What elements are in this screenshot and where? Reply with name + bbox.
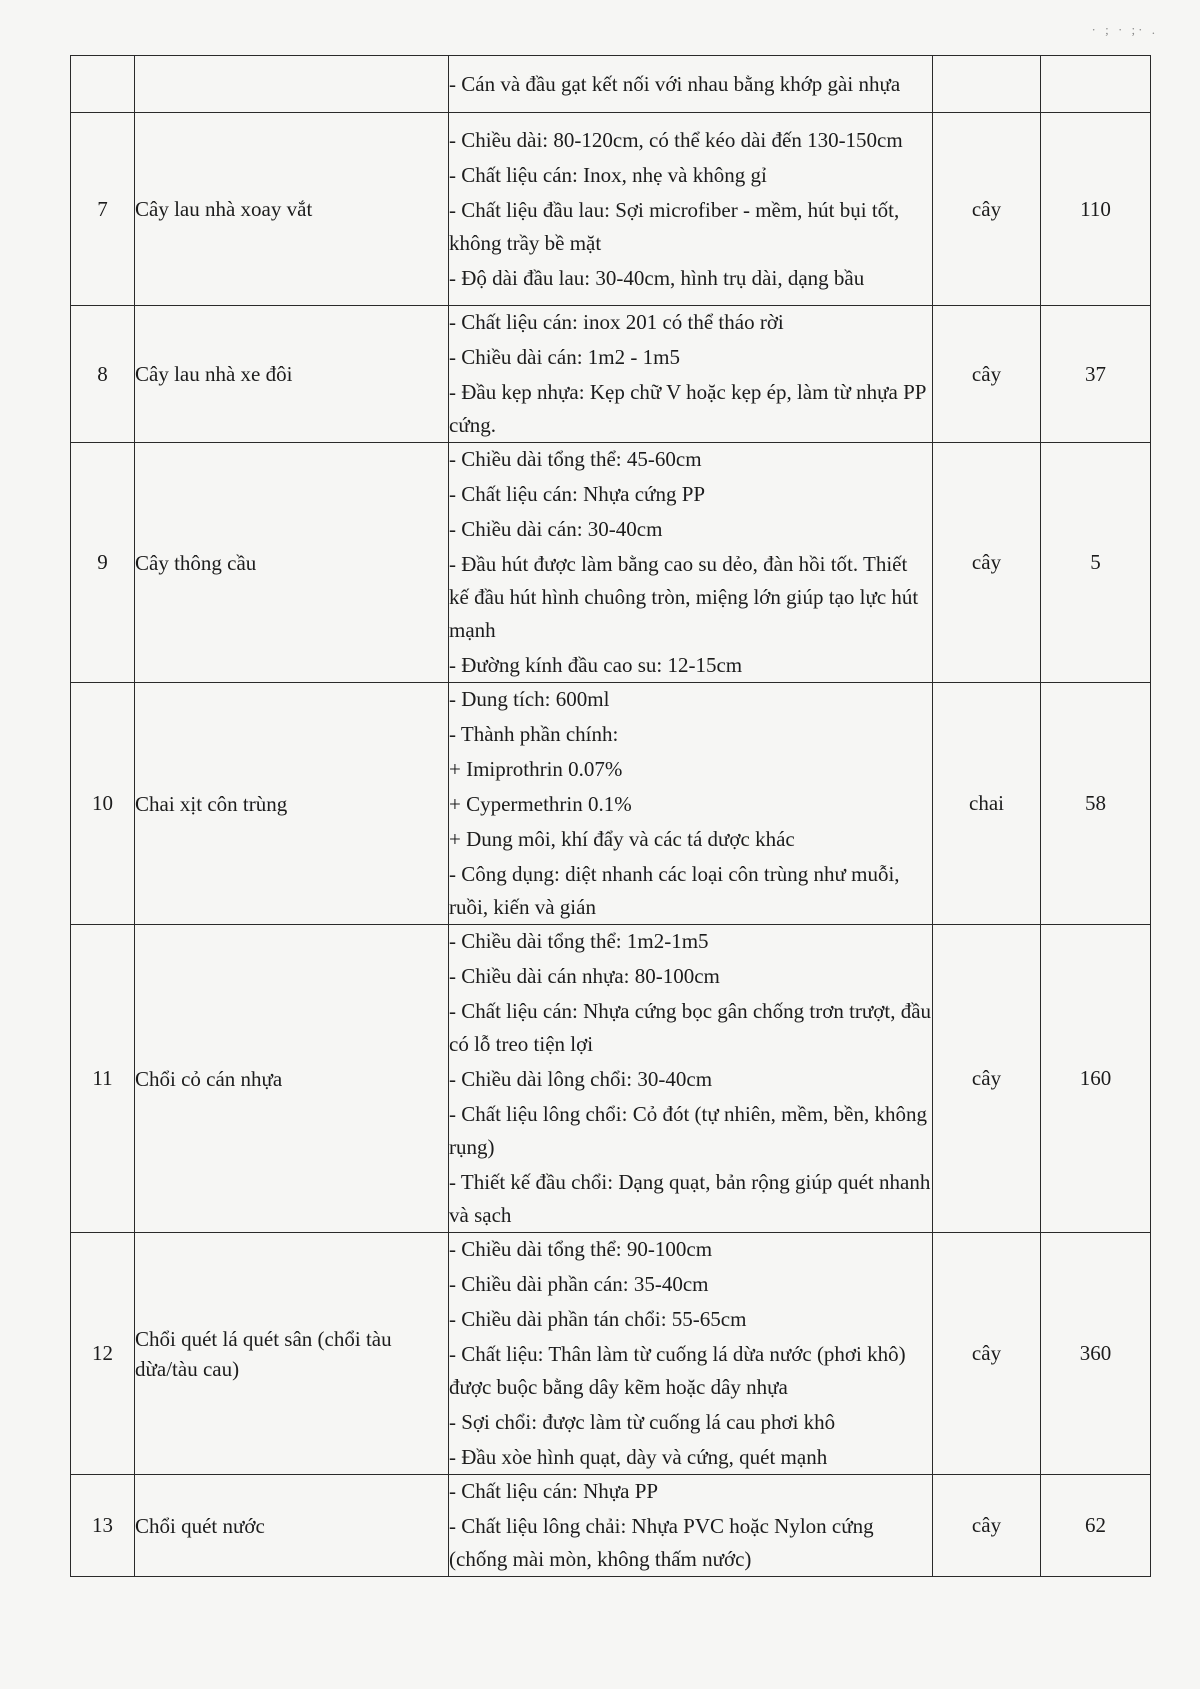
item-specifications — [449, 306, 933, 443]
item-unit: chai — [933, 683, 1041, 925]
spec-line: - Chiều dài tổng thể: 1m2-1m5 — [449, 929, 709, 953]
spec-line: - Cán và đầu gạt kết nối với nhau bằng khớp gài nhựa — [449, 71, 901, 96]
spec-line: - Chất liệu đầu lau: Sợi microfiber - mềm, hút bụi tốt, không trầy bề mặt — [449, 197, 900, 255]
item-specifications — [449, 925, 933, 1233]
spec-line: - Chiều dài: 80-120cm, có thể kéo dài đến 130-150cm — [449, 127, 903, 152]
item-unit: cây — [933, 1233, 1041, 1475]
item-name: Cây thông cầu — [135, 443, 449, 683]
item-quantity: 360 — [1041, 1233, 1151, 1475]
spec-line: - Dung tích: 600ml — [449, 687, 610, 711]
item-unit: cây — [933, 306, 1041, 443]
spec-line: - Thiết kế đầu chổi: Dạng quạt, bản rộng giúp quét nhanh và sạch — [449, 1170, 931, 1227]
table-row — [71, 683, 1151, 925]
item-name: Chổi cỏ cán nhựa — [135, 925, 449, 1233]
item-quantity: 160 — [1041, 925, 1151, 1233]
item-specifications — [449, 56, 933, 113]
item-name: Cây lau nhà xoay vắt — [135, 113, 449, 306]
spec-line: + Imiprothrin 0.07% — [449, 757, 623, 781]
item-specifications — [449, 1233, 933, 1475]
spec-line: - Thành phần chính: — [449, 722, 619, 746]
item-quantity: 110 — [1041, 113, 1151, 306]
page-corner-mark: · ; · ;· . — [1091, 22, 1158, 37]
spec-line: - Chất liệu cán: Nhựa cứng bọc gân chống trơn trượt, đầu có lỗ treo tiện lợi — [449, 999, 932, 1056]
item-quantity: 37 — [1041, 306, 1151, 443]
item-specifications — [449, 443, 933, 683]
table-row — [71, 1475, 1151, 1577]
item-quantity — [1041, 56, 1151, 113]
table-row — [71, 306, 1151, 443]
table-row — [71, 113, 1151, 306]
row-number: 10 — [71, 683, 135, 925]
table-body — [71, 56, 1151, 1577]
row-number: 11 — [71, 925, 135, 1233]
product-spec-table — [70, 55, 1151, 1577]
table-row — [71, 1233, 1151, 1475]
row-number: 9 — [71, 443, 135, 683]
item-quantity: 5 — [1041, 443, 1151, 683]
spec-line: - Chất liệu cán: Nhựa PP — [449, 1479, 659, 1503]
spec-line: - Đầu hút được làm bằng cao su dẻo, đàn hồi tốt. Thiết kế đầu hút hình chuông tròn, miệng lớn giúp tạo lực hút mạnh — [449, 552, 919, 642]
spec-line: - Chất liệu lông chổi: Cỏ đót (tự nhiên, mềm, bền, không rụng) — [449, 1102, 927, 1159]
spec-line: + Cypermethrin 0.1% — [449, 792, 632, 816]
spec-line: + Dung môi, khí đẩy và các tá dược khác — [449, 827, 795, 851]
spec-line: - Chiều dài tổng thể: 45-60cm — [449, 447, 702, 471]
row-number: 12 — [71, 1233, 135, 1475]
table-row — [71, 56, 1151, 113]
spec-line: - Chất liệu cán: Nhựa cứng PP — [449, 482, 706, 506]
spec-line: - Sợi chổi: được làm từ cuống lá cau phơi khô — [449, 1410, 836, 1434]
spec-line: - Chất liệu lông chải: Nhựa PVC hoặc Nylon cứng (chống mài mòn, không thấm nước) — [449, 1514, 874, 1571]
item-unit: cây — [933, 443, 1041, 683]
table-row — [71, 925, 1151, 1233]
item-unit: cây — [933, 113, 1041, 306]
spec-line: - Đầu xòe hình quạt, dày và cứng, quét mạnh — [449, 1445, 828, 1469]
item-specifications — [449, 1475, 933, 1577]
row-number: 8 — [71, 306, 135, 443]
row-number — [71, 56, 135, 113]
spec-line: - Chiều dài cán nhựa: 80-100cm — [449, 964, 720, 988]
item-unit: cây — [933, 925, 1041, 1233]
item-name: Chổi quét lá quét sân (chổi tàu dừa/tàu cau) — [135, 1233, 449, 1475]
spec-line: - Đường kính đầu cao su: 12-15cm — [449, 653, 743, 677]
spec-line: - Chiều dài cán: 30-40cm — [449, 517, 663, 541]
row-number: 7 — [71, 113, 135, 306]
item-quantity: 62 — [1041, 1475, 1151, 1577]
item-unit — [933, 56, 1041, 113]
spec-line: - Đầu kẹp nhựa: Kẹp chữ V hoặc kẹp ép, làm từ nhựa PP cứng. — [449, 380, 926, 437]
table-row — [71, 443, 1151, 683]
item-specifications — [449, 683, 933, 925]
item-quantity: 58 — [1041, 683, 1151, 925]
spec-line: - Chất liệu cán: Inox, nhẹ và không gỉ — [449, 162, 767, 187]
item-name — [135, 56, 449, 113]
spec-line: - Chất liệu: Thân làm từ cuống lá dừa nước (phơi khô) được buộc bằng dây kẽm hoặc dây nhựa — [449, 1342, 906, 1399]
item-name: Cây lau nhà xe đôi — [135, 306, 449, 443]
item-name: Chổi quét nước — [135, 1475, 449, 1577]
item-name: Chai xịt côn trùng — [135, 683, 449, 925]
spec-line: - Độ dài đầu lau: 30-40cm, hình trụ dài, dạng bầu — [449, 265, 865, 290]
spec-line: - Chiều dài cán: 1m2 - 1m5 — [449, 345, 680, 369]
item-unit: cây — [933, 1475, 1041, 1577]
row-number: 13 — [71, 1475, 135, 1577]
item-specifications — [449, 113, 933, 306]
spec-line: - Chất liệu cán: inox 201 có thể tháo rời — [449, 310, 784, 334]
spec-line: - Công dụng: diệt nhanh các loại côn trùng như muỗi, ruồi, kiến và gián — [449, 862, 900, 919]
spec-line: - Chiều dài tổng thể: 90-100cm — [449, 1237, 713, 1261]
spec-line: - Chiều dài lông chổi: 30-40cm — [449, 1067, 713, 1091]
spec-line: - Chiều dài phần cán: 35-40cm — [449, 1272, 709, 1296]
spec-line: - Chiều dài phần tán chổi: 55-65cm — [449, 1307, 747, 1331]
